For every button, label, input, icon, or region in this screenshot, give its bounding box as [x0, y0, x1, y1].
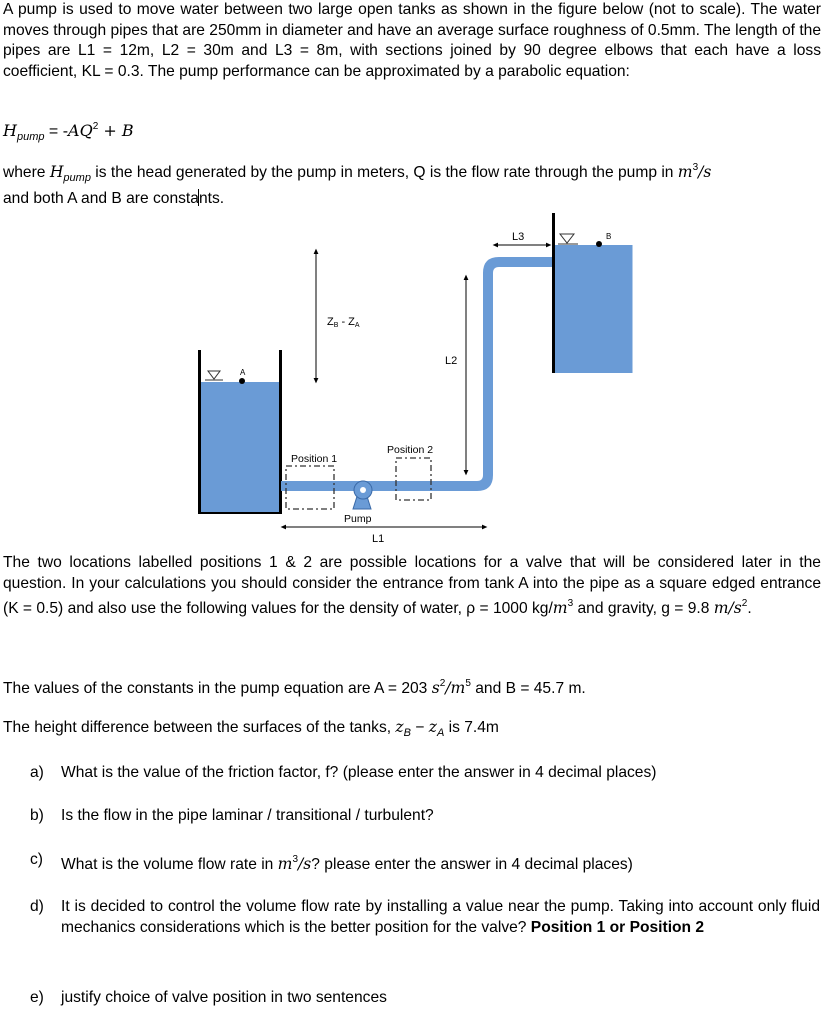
where-unit-rest: /s: [698, 163, 712, 181]
label-pump: Pump: [344, 513, 372, 525]
p4-text-2: and B = 45.7 m.: [470, 680, 586, 697]
point-a-dot: [239, 378, 245, 384]
question-d-text: [61, 897, 820, 938]
question-d-bold: Position 1 or Position 2: [530, 918, 705, 936]
pipe-l3: [501, 257, 554, 267]
p4-text-1: The values of the constants in the pump equation are A = 203: [3, 680, 432, 697]
tank-a: [199, 350, 282, 514]
question-c-text-before: What is the volume flow rate in: [61, 856, 278, 873]
equation-lhs: H: [3, 121, 17, 140]
free-surface-triangle-icon: [208, 371, 220, 379]
question-b-label: b): [30, 807, 44, 824]
where-h: H: [49, 163, 64, 181]
p3-m-sup: 3: [567, 598, 574, 609]
where-paragraph: [3, 158, 711, 209]
p3-text-2: and gravity, g = 9.8: [573, 600, 714, 617]
question-a: [30, 763, 820, 784]
where-text-3: and both A and B are consta: [3, 189, 199, 207]
p5-za: z: [428, 718, 437, 736]
where-unit-sup: 3: [692, 162, 699, 173]
question-b: [30, 806, 820, 827]
tank-a-water: [200, 382, 281, 512]
question-c-text: [61, 850, 820, 876]
question-c-text-after: ? please enter the answer in 4 decimal places): [311, 856, 633, 873]
elbow-bottom: [471, 470, 493, 491]
question-a-label: a): [30, 764, 44, 781]
p3-text-3: .: [747, 600, 752, 617]
intro-paragraph: A pump is used to move water between two large open tanks as shown in the figure below (not to scale). The water moves through pipes that are 250mm in diameter and have an average surface roughness of 0.5mm. The length of the pipes are L1 = 12m, L2 = 30m and L3 = 8m, with sections joined by 90 degree elbows that each have a loss coefficient, KL = 0.3. The pump performance can be approximated by a parabolic equation:: [3, 1, 822, 80]
height-difference-paragraph: [3, 717, 499, 744]
pump-hub: [360, 487, 366, 493]
label-position-1: Position 1: [291, 453, 338, 465]
free-surface-triangle-icon-b: [560, 234, 574, 243]
p5-minus: −: [410, 719, 429, 736]
where-h-subscript: pump: [63, 172, 91, 184]
label-l2: L2: [445, 355, 458, 367]
equation-exponent: 2: [92, 121, 99, 132]
equation-lhs-subscript: pump: [16, 131, 45, 143]
where-text-1: where: [3, 164, 50, 181]
question-d-text-main: It is decided to control the volume flow rate by installing a value near the pump. Taking into account only fluid mechanics considerations which is the better position for the valve?: [61, 898, 820, 936]
equation-plus-b: + B: [98, 121, 134, 140]
p4-s: s: [431, 679, 440, 697]
question-e: [30, 988, 820, 1009]
p4-s-sup: 2: [439, 678, 446, 689]
p3-m: m: [552, 599, 568, 617]
p3-text-1: The two locations labelled positions 1 & 2 are possible locations for a valve that will be considered later in the question. In your calculations you should consider the entrance from tank A into the pipe as a square edged entrance (K = 0.5) and also use the following values for the density of water, ρ = 1000 kg/: [3, 554, 821, 617]
p5-zb-sub: B: [403, 727, 411, 739]
p4-m-sup: 5: [465, 678, 471, 689]
tank-b-water: [555, 245, 632, 373]
label-b: B: [606, 232, 612, 241]
p4-slash: /: [445, 679, 451, 697]
pipe-l1: [281, 481, 473, 491]
where-unit: m: [677, 163, 693, 181]
pipe-l2: [483, 279, 493, 472]
question-c: [30, 850, 820, 876]
question-c-unit-rest: /s: [298, 855, 312, 873]
question-d: [30, 897, 820, 938]
equation-aq: AQ: [68, 121, 93, 140]
label-a: A: [240, 368, 246, 377]
pump-equation: [3, 117, 134, 148]
label-l3: L3: [512, 231, 525, 243]
equation-equals: = -: [44, 123, 69, 140]
valve-position-2: [387, 444, 433, 500]
p5-za-sub: A: [436, 727, 445, 739]
question-c-unit-sup: 3: [292, 854, 299, 865]
question-d-label: d): [30, 898, 44, 915]
question-c-label: c): [30, 851, 43, 868]
constants-paragraph: [3, 674, 586, 700]
tank-b: [554, 213, 633, 373]
question-a-text: What is the value of the friction factor, f? (please enter the answer in 4 decimal places): [61, 764, 657, 781]
label-zb-za: ZB - ZA: [327, 316, 360, 329]
position-2-box: [396, 458, 431, 500]
valve-positions-paragraph: [3, 553, 821, 620]
where-text-2: is the head generated by the pump in meters, Q is the flow rate through the pump in: [90, 164, 678, 181]
p4-m: m: [450, 679, 466, 697]
pump-system-figure: [3, 205, 821, 550]
p3-g-sup: 2: [741, 598, 748, 609]
label-position-2: Position 2: [387, 444, 434, 456]
where-text-4: nts.: [198, 189, 225, 207]
p3-g-unit: m/s: [713, 599, 742, 617]
p5-text-1: The height difference between the surfaces of the tanks,: [3, 719, 396, 736]
elbow-top: [483, 257, 503, 281]
p5-zb: z: [395, 718, 404, 736]
question-e-text: justify choice of valve position in two sentences: [61, 989, 387, 1006]
label-l1: L1: [372, 533, 385, 545]
p5-text-2: is 7.4m: [444, 719, 499, 736]
question-b-text: Is the flow in the pipe laminar / transitional / turbulent?: [61, 807, 434, 824]
point-b-dot: [596, 241, 602, 247]
question-e-label: e): [30, 989, 44, 1006]
question-c-unit: m: [277, 855, 293, 873]
